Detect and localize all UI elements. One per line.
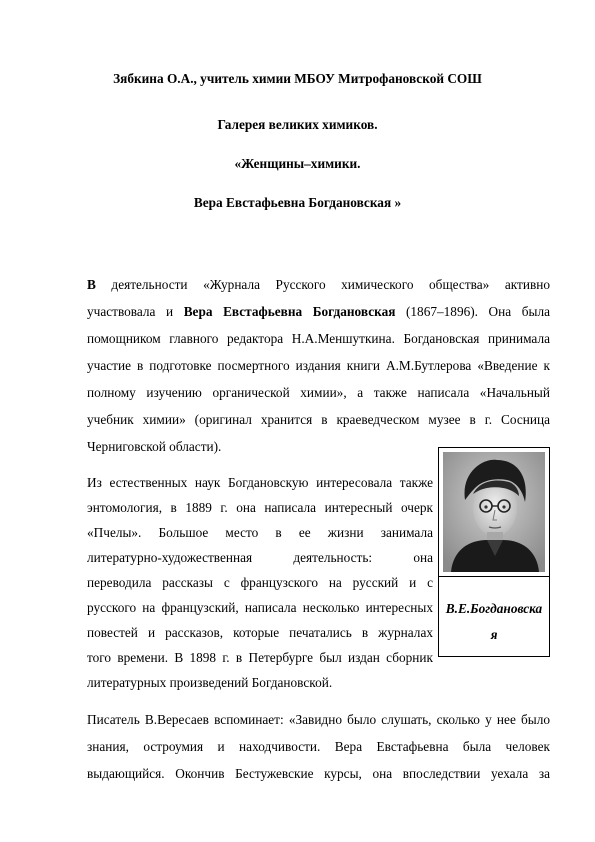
portrait-caption-line1: В.Е.Богдановска	[445, 601, 543, 616]
paragraph2-line8: того времени. В 1898 г. в Петербурге был издан сборник	[87, 650, 433, 665]
paragraph3-line3: выдающийся. Окончив Бестужевские курсы, она впоследствии уехала за	[87, 766, 550, 781]
series-title: Галерея великих химиков.	[217, 117, 378, 132]
paragraph1-line6: учебник химии» (оригинал хранится в краеведческом музее в г. Сосница	[87, 412, 550, 427]
paragraph3-line2: знания, остроумия и находчивости. Вера Евстафьевна была человек	[87, 739, 550, 754]
paragraph2-line7: повестей и рассказов, которые печатались в журналах	[87, 625, 433, 640]
paragraph1-line5: полному изучению органической химии», а также написала «Начальный	[87, 385, 550, 400]
paragraph2-line3: «Пчелы». Большое место в ее жизни занимала	[87, 525, 433, 540]
paragraph2-line4: литературно-художественная деятельность: она	[87, 550, 433, 565]
paragraph2-line6: русского на французский, написала несколько интересных	[87, 600, 433, 615]
paragraph2-line9: литературных произведений Богдановской.	[87, 675, 333, 690]
caption-divider	[439, 576, 549, 577]
author-line: Зябкина О.А., учитель химии МБОУ Митрофановской СОШ	[113, 71, 482, 86]
paragraph2-line2: энтомология, в 1889 г. она написала интересный очерк	[87, 500, 433, 515]
paragraph3-line1: Писатель В.Вересаев вспоминает: «Завидно было слушать, сколько у нее было	[87, 712, 550, 727]
portrait-caption	[439, 596, 549, 648]
paragraph1-line2	[87, 304, 550, 320]
paragraph1-line2-post: (1867–1896). Она была	[395, 304, 550, 319]
paragraph2-line5: переводила рассказы с французского на русский и с	[87, 575, 433, 590]
portrait-caption-line2: я	[490, 627, 498, 642]
paragraph1-line1-text: деятельности «Журнала Русского химического общества» активно	[95, 277, 550, 292]
topic-title: «Женщины–химики.	[234, 156, 361, 171]
paragraph1-line3: помощником главного редактора Н.А.Меншуткина. Богдановская принимала	[87, 331, 550, 346]
subject-title: Вера Евстафьевна Богдановская »	[193, 195, 402, 210]
paragraph1-line2-pre: участвовала и	[87, 304, 184, 319]
paragraph2-line1: Из естественных наук Богдановскую интересовала также	[87, 475, 433, 490]
paragraph1-line4: участие в подготовке посмертного издания книги А.М.Бутлерова «Введение к	[87, 358, 550, 373]
subject-name-bold: Вера Евстафьевна Богдановская	[183, 304, 396, 319]
paragraph1-line7: Черниговской области).	[87, 439, 222, 454]
portrait-photo	[443, 452, 545, 572]
portrait-frame	[438, 447, 550, 657]
paragraph1-line1	[87, 277, 550, 293]
paragraph1-dropcap: В	[87, 277, 96, 292]
